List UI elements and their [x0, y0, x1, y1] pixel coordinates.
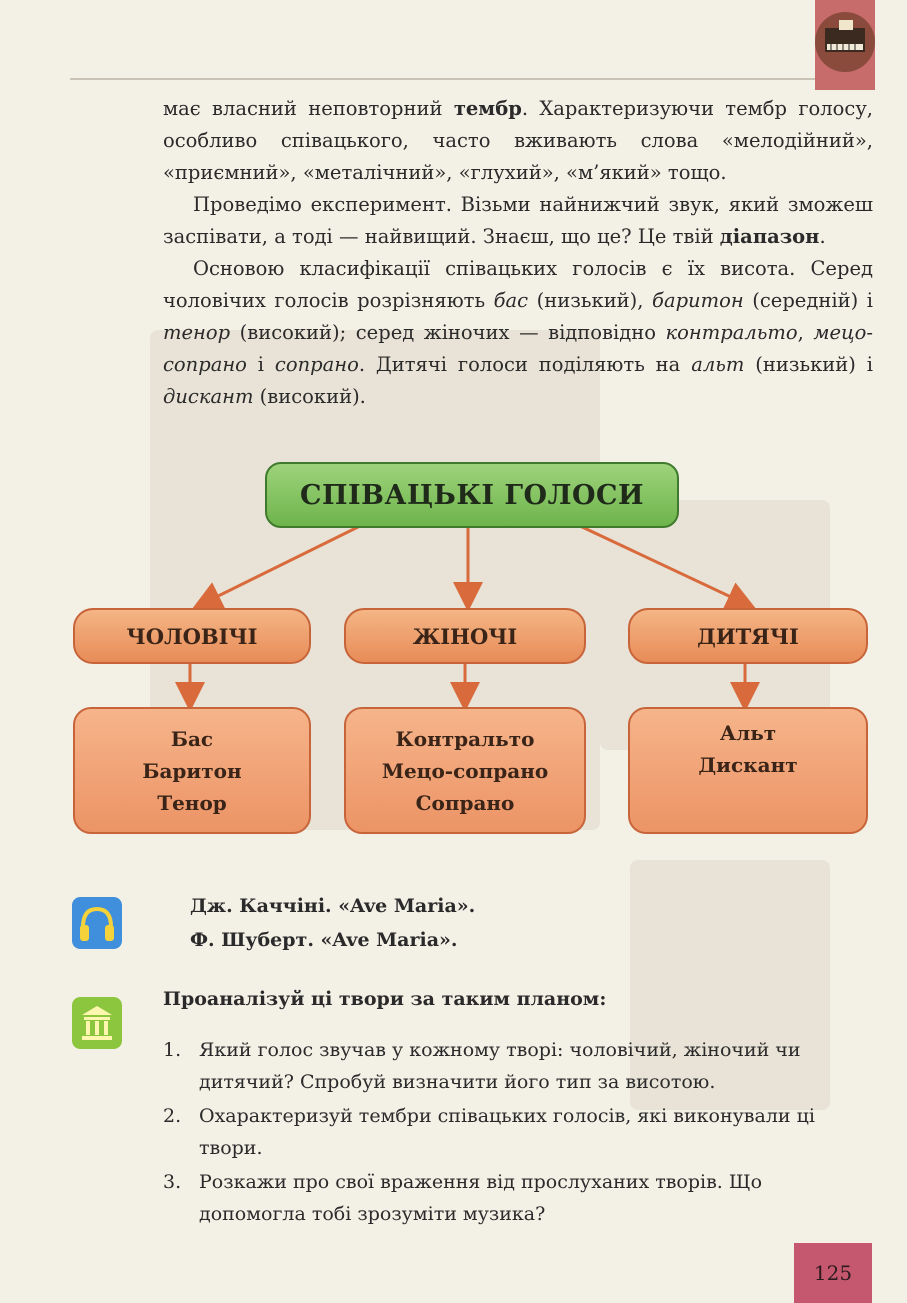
- listening-list: [190, 889, 475, 957]
- voice-soprano: Сопрано: [415, 790, 515, 815]
- temple-icon: [72, 997, 122, 1049]
- arrow-root-to-children: [580, 526, 748, 605]
- task-item-3: 3. Розкажи про свої враження від прослуханих творів. Що допомогла тобі зрозуміти музика?: [163, 1171, 763, 1225]
- term-range: діапазон: [719, 225, 820, 248]
- listening-item-schubert: Ф. Шуберт. «Ave Maria».: [190, 929, 458, 951]
- category-male-box: ЧОЛОВІЧІ: [73, 608, 311, 664]
- voice-mezzo-soprano: Мецо-сопрано: [381, 758, 549, 783]
- voice-baritone: Баритон: [142, 758, 242, 783]
- voice-alto: Альт: [719, 721, 777, 745]
- paragraph-timbre: має власний неповторний тембр. Характеризуючи тембр голосу, особливо співацького, часто вживають слова «мелодійний», «приємний», «металічний», «глухий», «м’який» тощо.: [163, 97, 874, 184]
- voice-tenor: Тенор: [157, 790, 227, 815]
- category-female-box: ЖІНОЧІ: [344, 608, 586, 664]
- task-item-1: 1. Який голос звучав у кожному творі: чоловічий, жіночий чи дитячий? Спробуй визначити його тип за висотою.: [163, 1039, 801, 1093]
- female-voices-box: [344, 707, 586, 834]
- diagram-root-box: СПІВАЦЬКІ ГОЛОСИ: [265, 462, 679, 528]
- headphones-icon: [72, 897, 122, 949]
- voice-discant: Дискант: [698, 753, 798, 777]
- voice-bass: Бас: [170, 726, 214, 751]
- paragraph-classification: Основою класифікації співацьких голосів є їх висота. Серед чоловічих голосів розрізняють бас (низький), баритон (середній) і тенор (високий); серед жіночих — відповідно контральто, мецо-сопрано і сопрано. Дитячі голоси поділяють на альт (низький) і дискант (високий).: [163, 257, 873, 408]
- paragraph-range: Проведімо експеримент. Візьми найнижчий звук, який зможеш заспівати, а тоді — найвищий. Знаєш, що це? Це твій діапазон.: [163, 193, 873, 248]
- children-voices-box: [628, 707, 868, 834]
- male-voices-box: [73, 707, 311, 834]
- term-timbre: тембр: [453, 97, 522, 120]
- page-number: 125: [794, 1243, 872, 1303]
- voice-contralto: Контральто: [395, 726, 535, 751]
- category-children-box: ДИТЯЧІ: [628, 608, 868, 664]
- task-title: Проаналізуй ці твори за таким планом:: [163, 988, 607, 1010]
- arrow-root-to-male: [200, 526, 360, 605]
- task-list: [163, 1034, 873, 1232]
- listening-item-caccini: Дж. Каччіні. «Ave Maria».: [190, 895, 476, 917]
- task-item-2: 2. Охарактеризуй тембри співацьких голосів, які виконували ці твори.: [163, 1105, 815, 1159]
